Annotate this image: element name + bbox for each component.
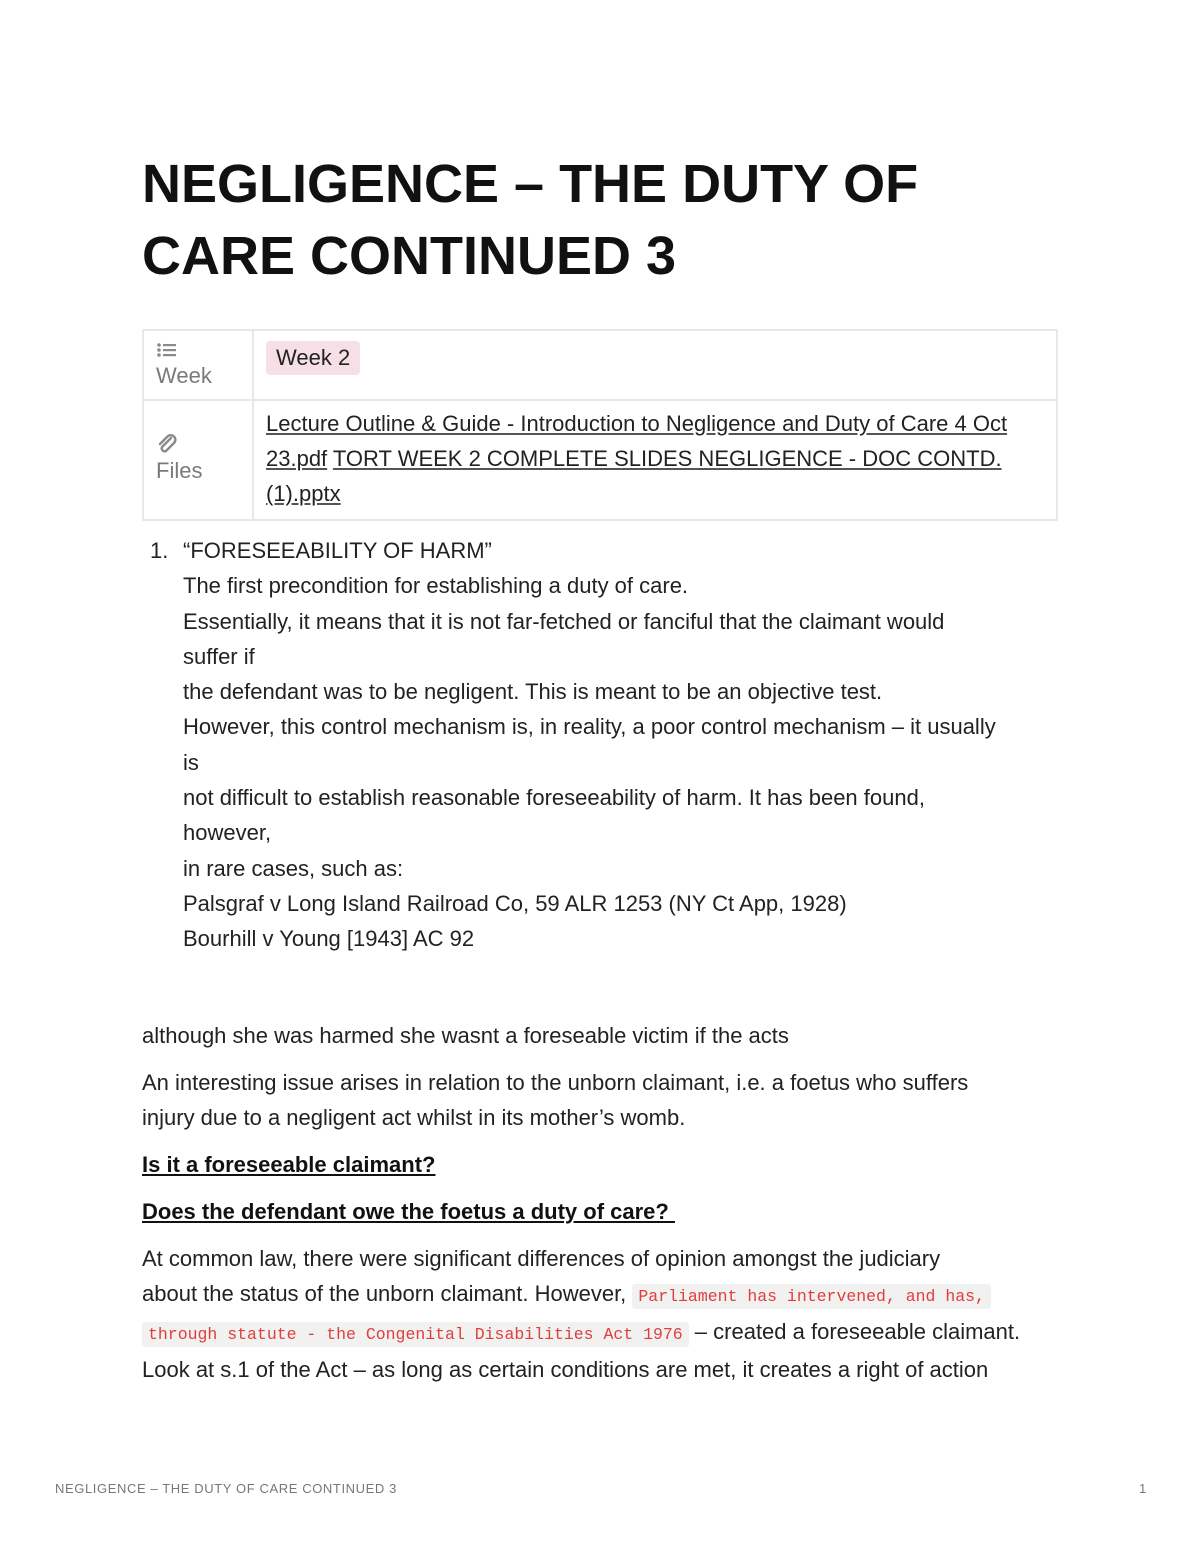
list-line: Bourhill v Young [1943] AC 92 xyxy=(183,926,475,952)
list-icon xyxy=(156,339,252,361)
list-line: The first precondition for establishing a duty of care. xyxy=(183,573,689,599)
list-line: in rare cases, such as: xyxy=(183,855,404,881)
property-label-week: Week xyxy=(156,363,212,388)
page-title: NEGLIGENCE – THE DUTY OF CARE CONTINUED 3 xyxy=(142,154,919,286)
paragraph-line: through statute - the Congenital Disabilities Act 1976 – created a foreseeable claimant. xyxy=(142,1314,1058,1352)
inline-code: Parliament has intervened, and has, xyxy=(632,1284,991,1309)
list-line: suffer if xyxy=(183,643,255,669)
property-row-week xyxy=(143,330,1057,400)
list-line: “FORESEEABILITY OF HARM” xyxy=(183,538,492,563)
property-value-week xyxy=(253,330,1057,400)
inline-code: through statute - the Congenital Disabilities Act 1976 xyxy=(142,1322,689,1347)
list-line: not difficult to establish reasonable foreseeability of harm. It has been found, xyxy=(183,785,925,811)
list-line: Palsgraf v Long Island Railroad Co, 59 ALR 1253 (NY Ct App, 1928) xyxy=(183,890,847,916)
list-line: However, this control mechanism is, in reality, a poor control mechanism – it usually xyxy=(183,714,996,740)
list-line: however, xyxy=(183,820,272,846)
footer-title: NEGLIGENCE – THE DUTY OF CARE CONTINUED 3 xyxy=(55,1481,397,1496)
properties-table xyxy=(142,329,1058,521)
list-line: is xyxy=(183,749,199,775)
subheading-foreseeable-claimant: Is it a foreseeable claimant? xyxy=(142,1152,436,1177)
paragraph-foreseeable-victim: although she was harmed she wasnt a foreseable victim if the acts xyxy=(142,1023,789,1048)
property-row-files xyxy=(143,400,1057,520)
footer-page-number: 1 xyxy=(1139,1481,1147,1496)
paragraph-line: injury due to a negligent act whilst in its mother’s womb. xyxy=(142,1105,686,1130)
paragraph-line: about the status of the unborn claimant. However, Parliament has intervened, and has, xyxy=(142,1276,1058,1314)
paragraph-line: An interesting issue arises in relation to the unborn claimant, i.e. a foetus who suffers xyxy=(142,1070,969,1095)
list-item xyxy=(183,533,1058,957)
list-number: 1. xyxy=(150,538,169,563)
file-link-tort-slides[interactable]: TORT WEEK 2 COMPLETE SLIDES NEGLIGENCE - DOC CONTD. (1).pptx xyxy=(266,446,1002,506)
list-line: Essentially, it means that it is not far-fetched or fanciful that the claimant would xyxy=(183,608,945,634)
paragraph-unborn-claimant xyxy=(142,1065,1058,1135)
file-link-lecture-outline[interactable]: Lecture Outline & Guide - Introduction to Negligence and Duty of Care 4 Oct 23.pdf xyxy=(266,411,1008,471)
subheading-duty-to-foetus: Does the defendant owe the foetus a duty of care? xyxy=(142,1199,675,1224)
paragraph-common-law xyxy=(142,1241,1058,1387)
property-value-files xyxy=(253,400,1057,520)
property-key-week xyxy=(143,330,253,400)
paragraph-line: At common law, there were significant differences of opinion amongst the judiciary xyxy=(142,1246,941,1271)
property-label-files: Files xyxy=(156,458,203,483)
week-tag[interactable]: Week 2 xyxy=(266,341,360,375)
paperclip-icon xyxy=(156,434,252,456)
paragraph-line: Look at s.1 of the Act – as long as certain conditions are met, it creates a right of action xyxy=(142,1357,989,1382)
list-line: the defendant was to be negligent. This is meant to be an objective test. xyxy=(183,679,883,705)
property-key-files xyxy=(143,400,253,520)
